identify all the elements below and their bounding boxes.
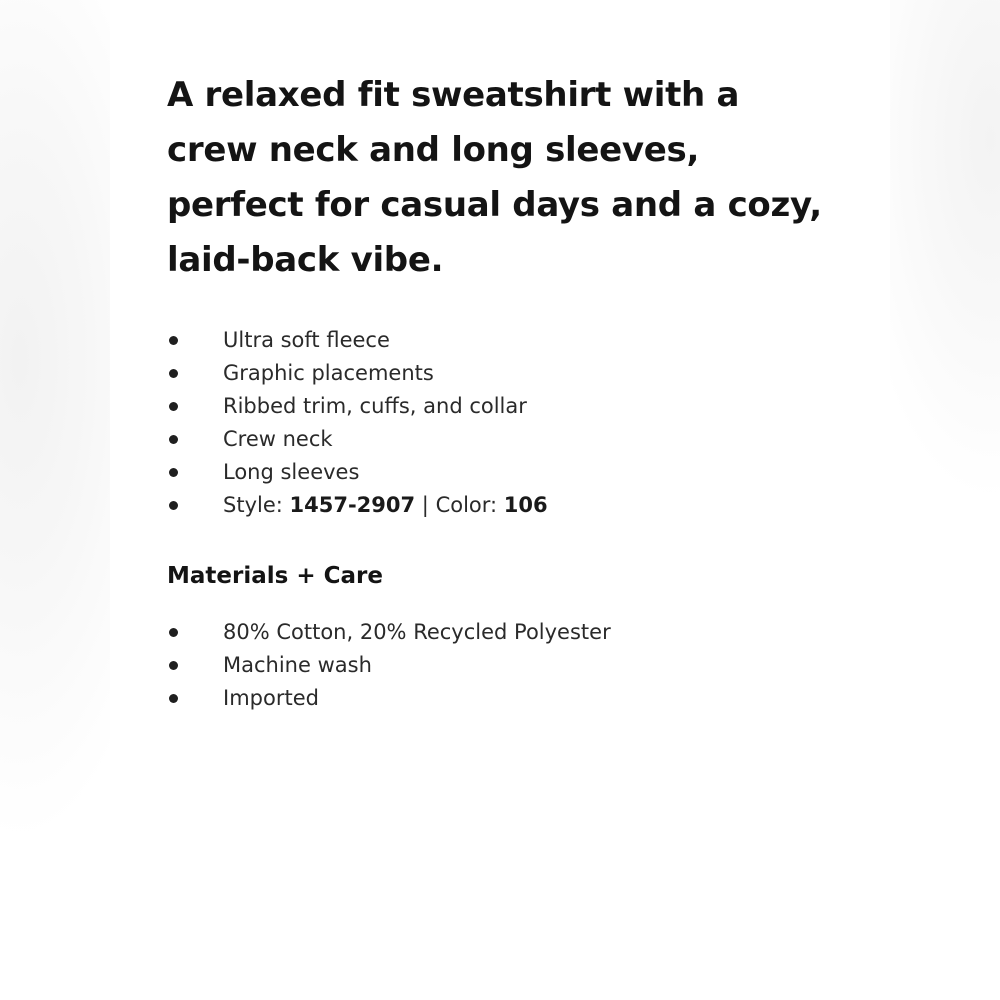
list-item xyxy=(167,649,847,682)
list-item xyxy=(167,682,847,715)
color-code: 106 xyxy=(503,493,548,517)
bullet-icon xyxy=(169,661,178,670)
bullet-icon xyxy=(169,468,178,477)
bullet-icon xyxy=(169,694,178,703)
separator: | xyxy=(415,493,436,517)
materials-care-heading: Materials + Care xyxy=(167,563,383,589)
feature-text: Ribbed trim, cuffs, and collar xyxy=(223,394,527,418)
feature-list xyxy=(167,324,847,522)
material-text: 80% Cotton, 20% Recycled Polyester xyxy=(223,620,611,644)
feature-text: Graphic placements xyxy=(223,361,434,385)
material-text: Machine wash xyxy=(223,653,372,677)
product-details xyxy=(167,68,847,715)
color-label: Color: xyxy=(435,493,504,517)
style-color-item xyxy=(167,489,847,522)
list-item xyxy=(167,357,847,390)
product-description: A relaxed fit sweatshirt with a crew neck and long sleeves, perfect for casual days and a cozy, laid-back vibe. xyxy=(167,75,822,280)
list-item xyxy=(167,390,847,423)
list-item xyxy=(167,423,847,456)
feature-text: Ultra soft fleece xyxy=(223,328,390,352)
feature-text: Crew neck xyxy=(223,427,333,451)
bullet-icon xyxy=(169,435,178,444)
bullet-icon xyxy=(169,628,178,637)
bullet-icon xyxy=(169,501,178,510)
bullet-icon xyxy=(169,336,178,345)
style-label: Style: xyxy=(223,493,290,517)
materials-list xyxy=(167,616,847,715)
material-text: Imported xyxy=(223,686,319,710)
feature-text: Long sleeves xyxy=(223,460,360,484)
list-item xyxy=(167,456,847,489)
list-item xyxy=(167,324,847,357)
list-item xyxy=(167,616,847,649)
style-number: 1457-2907 xyxy=(289,493,416,517)
bullet-icon xyxy=(169,402,178,411)
bullet-icon xyxy=(169,369,178,378)
